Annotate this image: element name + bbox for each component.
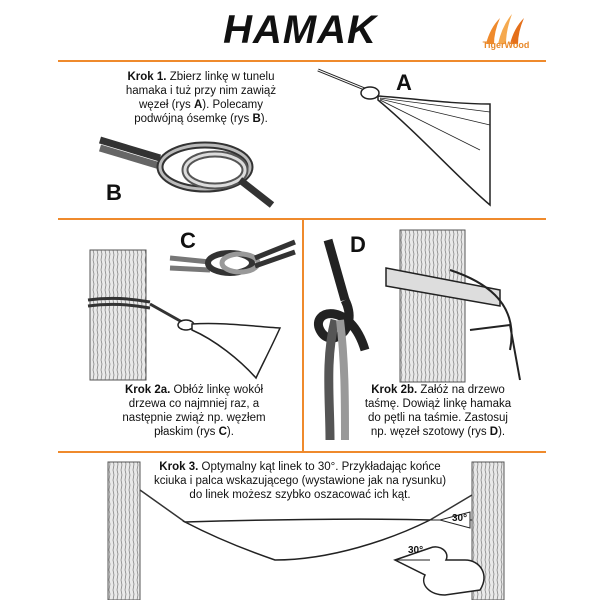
step1-line4-pre: podwójną ósemkę (rys	[134, 113, 253, 125]
step1-ref-a: A	[193, 99, 203, 111]
step1-label: Krok 1.	[127, 71, 167, 83]
step3-line3: do linek możesz szybko oszacować ich kąt.	[189, 489, 411, 501]
angle-label-left: 30°	[408, 545, 424, 556]
figure-b-double-figure-eight	[100, 140, 272, 205]
step1-line3-pre: węzeł (rys	[139, 99, 194, 111]
step2b-line4-pre: np. węzeł szotowy (rys	[370, 426, 490, 438]
step1-line4-post: ).	[260, 113, 268, 125]
step2a-line1: Obłóż linkę wokół	[173, 384, 264, 396]
step2b-line4-post: ).	[498, 426, 506, 438]
step2a-line4-post: ).	[226, 426, 234, 438]
step2a-line4-pre: płaskim (rys	[154, 426, 219, 438]
page-title: HAMAK	[223, 8, 377, 52]
step2b-ref-d: D	[489, 426, 499, 438]
figure-label-b: B	[106, 180, 122, 205]
tree-left-icon	[90, 250, 146, 380]
step2a-ref-c: C	[218, 426, 227, 438]
brand-name: TigerWood	[482, 40, 530, 50]
step2a-line3: następnie zwiąż np. węzłem	[122, 412, 266, 424]
step2b-line2: taśmę. Dowiąż linkę hamaka	[364, 398, 512, 410]
figure-label-c: C	[180, 228, 196, 253]
step1-line2: hamaka i tuż przy nim zawiąż	[125, 85, 277, 97]
step2a-label: Krok 2a.	[124, 384, 171, 396]
tree-step3-left-icon	[108, 462, 140, 600]
tree-right-icon	[400, 230, 465, 382]
step1-ref-b: B	[252, 113, 261, 125]
step2b-line3: do pętli na taśmie. Zastosuj	[368, 412, 508, 424]
step2a-line2: drzewa co najmniej raz, a	[128, 398, 260, 410]
angle-label-right: 30°	[452, 513, 468, 524]
step1-line1: Zbierz linkę w tunelu	[169, 71, 275, 83]
figure-label-a: A	[396, 70, 412, 95]
step3-line1: Optymalny kąt linek to 30°. Przykładając końce	[201, 461, 441, 473]
figure-label-d: D	[350, 232, 366, 257]
step2b-label: Krok 2b.	[371, 384, 418, 396]
step1-line3-post: ). Polecamy	[202, 99, 263, 111]
step3-line2: kciuka i palca wskazującego (wystawione jak na rysunku)	[153, 475, 447, 487]
step2b-line1: Załóż na drzewo	[420, 384, 505, 396]
figure-d-sheet-bend	[318, 240, 365, 440]
step3-label: Krok 3.	[159, 461, 199, 473]
